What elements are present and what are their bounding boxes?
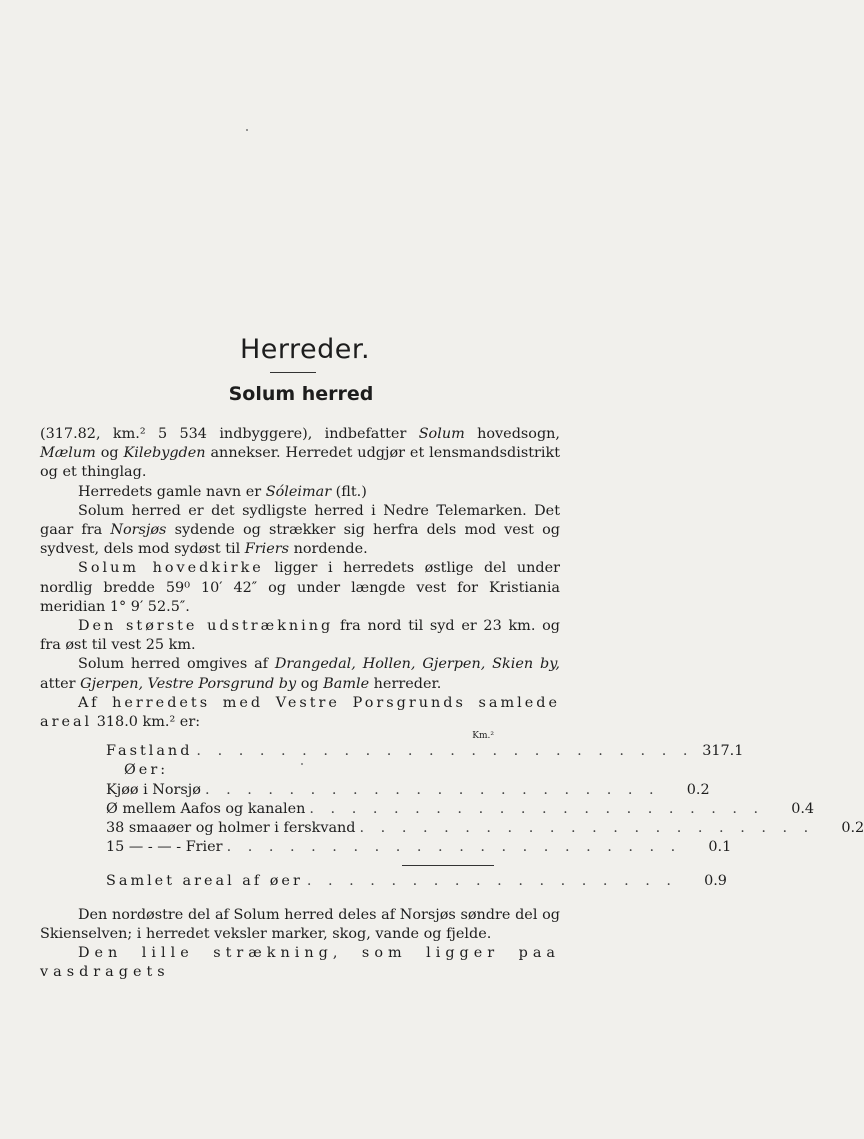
page-title: Herreder. [239,334,371,365]
paragraph-old-name [40,483,560,502]
table-row [106,838,732,857]
text-span: Bamle [323,675,370,692]
table-row [106,781,710,800]
paragraph-landscape: Den nordøstre del af Solum herred deles af Norsjøs søndre del og Skienselven; i herredet veksler marker, skog, vande og fjelde. [40,906,560,942]
text-span: (317.82, km.² 5 534 indbyggere), indbefatter [40,426,419,442]
row-value: 0.9 [704,873,727,890]
text-span: ligger i herredets østlige del under nordlig bredde 59⁰ 10′ 42″ og under længde vest for Kristiania meridian 1° 9′ 52.5″. [40,560,560,615]
text-span: Sóleimar [265,483,332,500]
paragraph-church [40,559,560,617]
text-span: 318.0 km.² er: [92,714,201,731]
table-row-fastland [106,742,744,761]
text-span: hovedsogn, [464,426,561,442]
unit-label: Km.² [472,731,494,742]
text-span: atter [40,675,81,692]
text-span: Den lille strækning, som ligger paa vasdragets [40,945,560,981]
leader-dots: . . . . . . . . . . . . . . . . . . . . . . [204,781,660,798]
text-span: og [95,445,124,462]
row-value: 0.1 [708,839,732,856]
area-table [106,730,864,891]
table-row [106,800,815,819]
text-span: Den største udstrækning [78,618,334,635]
text-span: Herredets gamle navn er [78,483,266,500]
text-span: og [296,675,324,692]
paper-speck [246,129,248,131]
text-span: Friers [244,541,290,558]
leader-dots: . . . . . . . . . . . . . . . . . . . . . . [226,839,682,856]
text-span: Kilebygden [123,445,206,462]
text-span: Solum [418,426,465,442]
paragraph-area [40,694,560,732]
paragraph-closing [40,944,560,982]
table-row-total [106,872,727,891]
text-span: Gjerpen, Vestre Porsgrund by [80,675,297,692]
leader-dots: . . . . . . . . . . . . . . . . . . . . . . . . [196,743,694,760]
text-span: Solum herred omgives af [78,656,275,673]
section-title: Solum herred [228,383,374,405]
title-divider [270,372,316,373]
text-span: annekser. Herredet udgjør et lensmandsdistrikt og et thinglag. [40,445,560,481]
row-label: Øer: [124,762,169,779]
text-span: Norsjøs [110,522,167,539]
row-value: 317.1 [702,743,744,760]
row-label: Ø mellem Aafos og kanalen [106,800,306,817]
row-label: Fastland [106,743,193,760]
text-span: Af herredets med Vestre Porsgrunds samlede areal [40,694,560,731]
leader-dots: . . . . . . . . . . . . . . . . . . . . . . [359,820,815,837]
text-span: (flt.) [331,483,367,500]
text-span: Drangedal, Hollen, Gjerpen, Skien by, [274,656,560,673]
table-row [106,819,864,838]
text-span: nordende. [289,541,368,558]
text-span: sydende og strækker sig herfra dels mod vest og sydvest, dels mod sydøst til [40,522,560,558]
text-span: herreder. [369,675,442,692]
leader-dots: . . . . . . . . . . . . . . . . . . [306,873,677,890]
paragraph-extent [40,617,560,655]
row-value: 0.4 [791,800,815,817]
row-label: Samlet areal af øer [106,873,303,890]
row-label: 15 — - — - Frier [106,839,223,856]
row-value: 0.2 [686,781,710,798]
row-label: Kjøø i Norsjø [106,781,201,798]
paragraph-location [40,502,560,560]
island-rows [106,781,864,858]
text-span: Solum herred er det sydligste herred i Nedre Telemarken. Det gaar fra [40,502,560,539]
paragraph-borders [40,655,560,693]
text-span: Solum hovedkirke [78,560,264,577]
row-value: 0.2 [841,820,864,837]
row-label: 38 smaaøer og holmer i ferskvand [106,820,356,837]
sum-rule [402,865,494,866]
paragraph-intro [40,425,560,483]
paper-speck [301,763,303,765]
text-span: Mælum [40,445,96,462]
leader-dots: . . . . . . . . . . . . . . . . . . . . . . [309,800,765,817]
table-row-oer [106,761,494,780]
document-body [40,425,864,982]
text-span: fra nord til syd er 23 km. og fra øst til vest 25 km. [40,618,560,654]
